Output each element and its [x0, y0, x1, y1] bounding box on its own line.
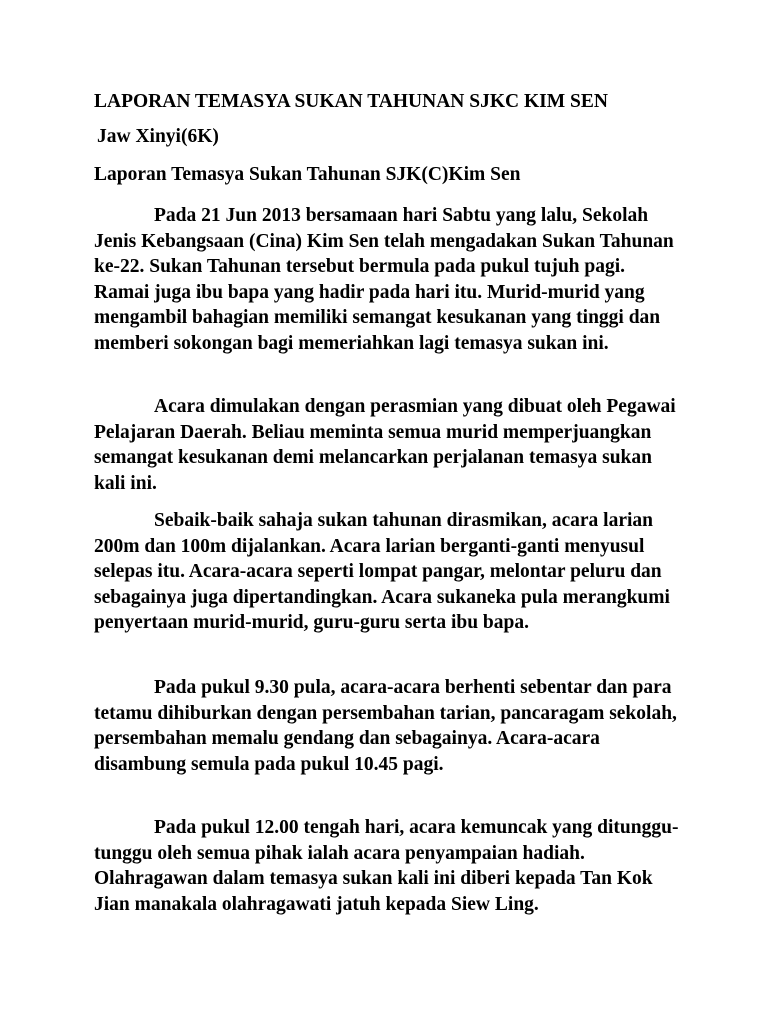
paragraph-3-text: Sebaik-baik sahaja sukan tahunan dirasmikan, acara larian 200m dan 100m dijalankan. Acara larian berganti-ganti menyusul selepas itu. Acara-acara seperti lompat pangar, melontar peluru dan sebagainya juga dipertandingkan. Acara sukaneka pula merangkumi penyertaan murid-murid, guru-guru serta ibu bapa. [94, 510, 670, 634]
paragraph-5-text: Pada pukul 12.00 tengah hari, acara kemuncak yang ditunggu-tunggu oleh semua pihak ialah acara penyampaian hadiah. Olahragawan dalam temasya sukan kali ini diberi kepada Tan Kok Jian manakala olahragawati jatuh kepada Siew Ling. [94, 817, 679, 915]
paragraph-3 [94, 508, 684, 636]
paragraph-5 [94, 815, 684, 917]
paragraph-1-text: Pada 21 Jun 2013 bersamaan hari Sabtu yang lalu, Sekolah Jenis Kebangsaan (Cina) Kim Sen telah mengadakan Sukan Tahunan ke-22. Sukan Tahunan tersebut bermula pada pukul tujuh pagi. Ramai juga ibu bapa yang hadir pada hari itu. Murid-murid yang mengambil bahagian memiliki semangat kesukanan yang tinggi dan memberi sokongan bagi memeriahkan lagi temasya sukan ini. [94, 205, 674, 354]
report-subtitle: Laporan Temasya Sukan Tahunan SJK(C)Kim Sen [94, 164, 521, 185]
paragraph-4-text: Pada pukul 9.30 pula, acara-acara berhenti sebentar dan para tetamu dihiburkan dengan persembahan tarian, pancaragam sekolah, persembahan memalu gendang dan sebagainya. Acara-acara disambung semula pada pukul 10.45 pagi. [94, 677, 677, 775]
paragraph-4 [94, 675, 684, 777]
paragraph-2-text: Acara dimulakan dengan perasmian yang dibuat oleh Pegawai Pelajaran Daerah. Beliau meminta semua murid memperjuangkan semangat kesukanan demi melancarkan perjalanan temasya sukan kali ini. [94, 396, 676, 494]
paragraph-2 [94, 394, 684, 496]
paragraph-1 [94, 203, 684, 357]
document-heading: LAPORAN TEMASYA SUKAN TAHUNAN SJKC KIM SEN [94, 91, 608, 112]
author-line: Jaw Xinyi(6K) [97, 126, 219, 147]
